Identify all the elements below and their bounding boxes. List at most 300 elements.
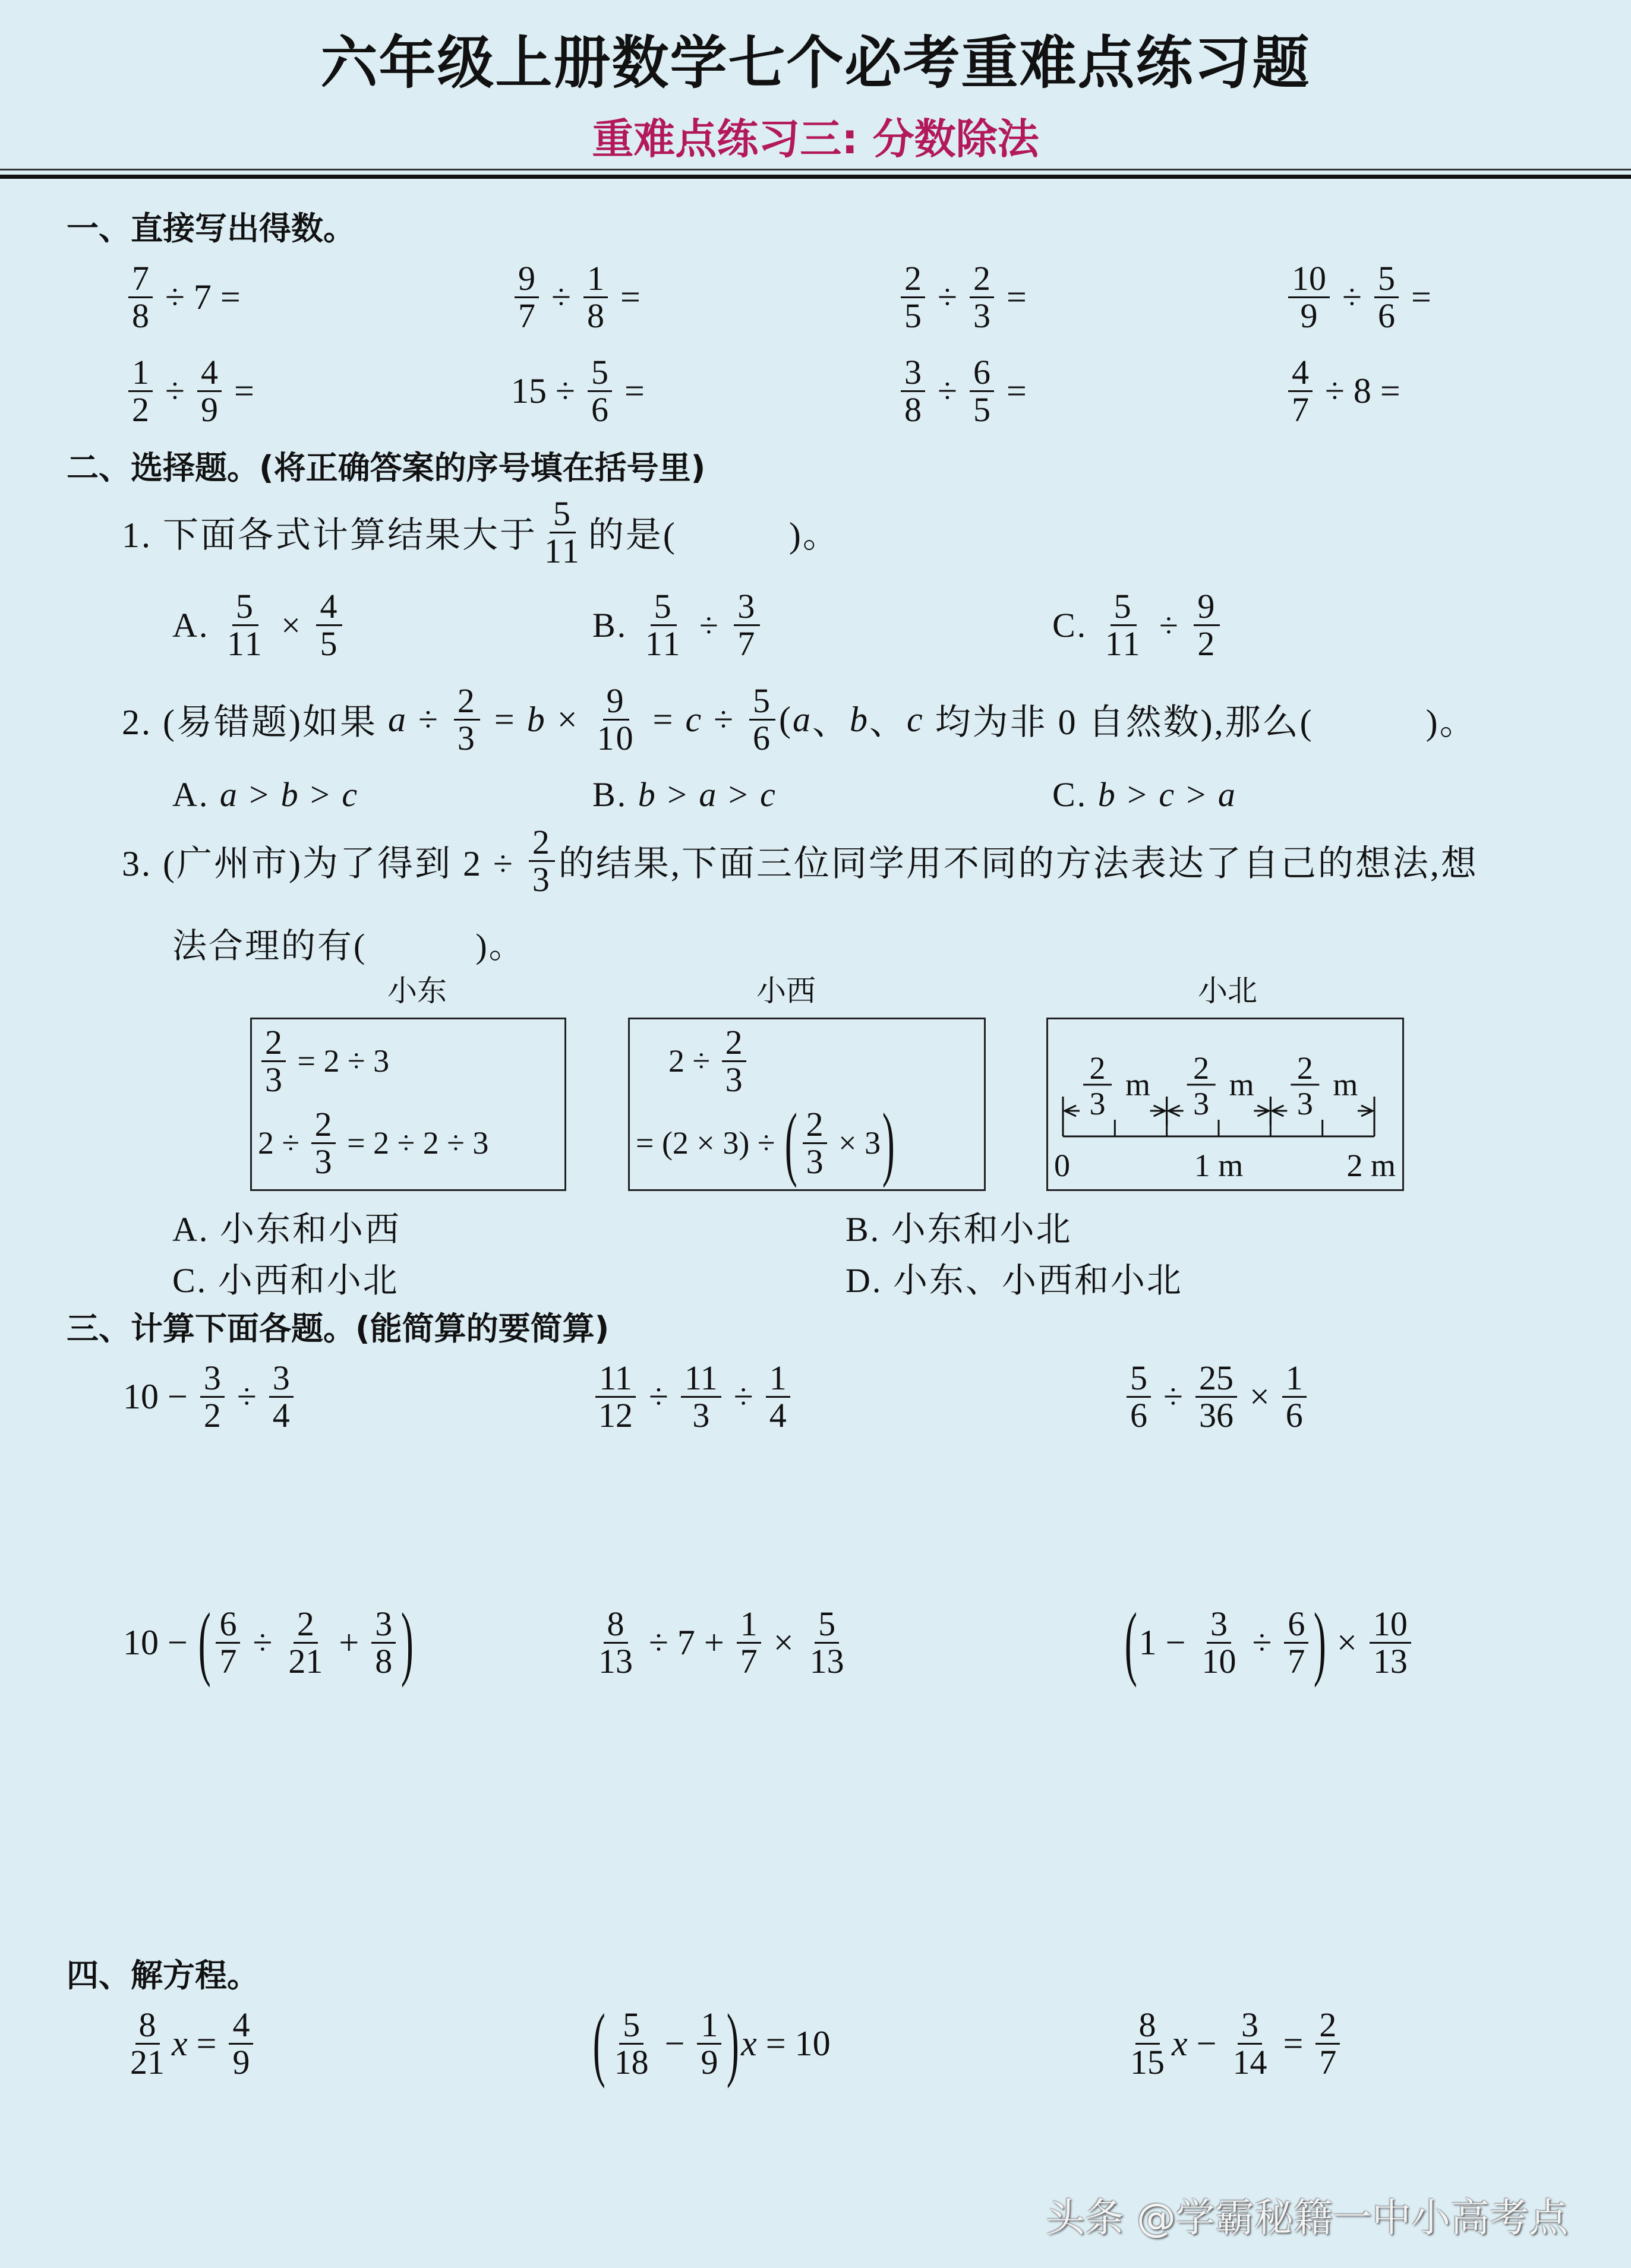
fraction [806,1604,848,1681]
q3-option-c: C. 小西和小北 [172,1261,399,1300]
problem [897,255,1027,339]
numerator: 1 [737,1606,761,1643]
right-paren: ) [401,1596,414,1688]
fraction [681,1359,721,1435]
denominator: 2 [203,1395,221,1435]
segment-numerator: 2 [1193,1050,1210,1086]
numerator: 10 [1288,261,1330,298]
numerator: 3 [1207,1606,1231,1643]
denominator: 3 [457,718,477,757]
numerator: 5 [1374,261,1399,298]
header-divider-thick [0,175,1631,179]
numerator: 11 [681,1360,721,1397]
expr-text: A. [172,605,220,645]
left-paren: ( [1124,1596,1137,1688]
problem [1285,255,1431,339]
expr-text: ÷ [724,1376,762,1416]
right-paren: ) [1314,1596,1327,1688]
expr-text: ÷ 7 = [156,277,241,317]
fraction [1288,355,1313,427]
expr-text: = 2 ÷ 2 ÷ 3 [339,1125,489,1161]
numerator: 2 [722,1025,746,1062]
fraction [541,496,585,568]
denominator: 3 [314,1142,332,1181]
denominator: 7 [219,1641,237,1681]
numerator: 2 [261,1025,286,1062]
expr-text: = [997,277,1027,317]
expr-text: ÷ [228,1376,266,1416]
denominator: 3 [806,1142,824,1181]
numerator: 6 [216,1606,240,1643]
numerator: 9 [1194,589,1220,626]
fraction [697,2007,721,2079]
segment-denominator: 3 [1193,1086,1210,1122]
numerator: 3 [1238,2007,1262,2044]
fraction [611,2007,652,2079]
numerator: 2 [901,261,925,298]
question-3-stem [122,819,1478,902]
method-line [258,1101,488,1184]
fraction [588,355,612,427]
fraction [722,1025,746,1097]
expr-text: = [1274,2023,1313,2063]
expr-text: ÷ [703,699,746,739]
segment-numerator: 2 [1089,1050,1106,1086]
denominator: 11 [1105,624,1142,663]
fraction [1198,1604,1239,1681]
variable: c [342,775,359,814]
fraction [970,261,994,333]
numerator: 2 [454,683,480,720]
xiaobei-number-line-box [1046,1018,1404,1191]
expr-text: × [270,605,313,645]
fraction [127,2007,168,2079]
numerator: 1 [1282,1360,1307,1397]
fraction [311,1107,336,1179]
denominator: 7 [1292,390,1309,429]
numerator: 1 [583,261,608,298]
numerator: 3 [901,355,925,391]
student-name-xiaobei: 小北 [1198,974,1257,1008]
xiaodong-method-box [250,1018,566,1191]
denominator: 18 [614,2042,649,2081]
problem [1123,1355,1310,1438]
denominator: 9 [701,2042,718,2081]
segment-numerator: 2 [1296,1050,1313,1086]
problem [125,255,241,339]
numerator: 5 [651,589,677,626]
expr-text: > [299,775,342,814]
denominator: 3 [532,860,551,899]
fraction [1370,1604,1411,1681]
fraction [1374,261,1399,333]
expr-text: − [1187,2023,1226,2063]
variable: c [685,699,703,739]
expr-text: = [997,371,1027,410]
denominator: 6 [753,718,772,757]
numerator: 8 [135,2007,160,2044]
denominator: 7 [737,624,757,663]
expr-text: ÷ [1154,1376,1192,1416]
variable: x [172,2023,188,2063]
denominator: 7 [518,296,535,335]
numerator: 5 [1127,1360,1151,1397]
denominator: 36 [1198,1395,1233,1435]
numerator: 2 [311,1107,336,1144]
problem [511,255,641,339]
dimension-arrow-icon [1065,1105,1165,1116]
watermark: 头条 @学霸秘籍一中小高考点 [1046,2195,1568,2241]
numerator: 1 [128,355,153,391]
fraction [1284,1604,1308,1681]
expr-text: 2 ÷ [668,1043,718,1079]
variable: b [850,699,869,739]
expr-text: ÷ [542,277,580,317]
segment-unit: m [1125,1067,1151,1103]
fraction [583,261,608,333]
denominator: 3 [973,296,990,335]
left-paren: ( [592,1997,605,2089]
problem [125,349,254,432]
fraction [749,683,775,755]
problem [123,1596,415,1688]
left-paren: ( [784,1097,797,1189]
denominator: 7 [1288,1641,1305,1681]
numerator: 1 [766,1360,790,1397]
fraction [1315,2007,1340,2079]
expr-text: ÷ [1243,1622,1281,1662]
fraction [970,355,994,427]
method-line [636,1097,897,1189]
fraction [803,1107,827,1179]
expr-text: = [615,371,645,410]
fraction [594,683,639,755]
denominator: 10 [1201,1641,1236,1681]
denominator: 11 [645,624,682,663]
numerator: 25 [1195,1360,1237,1397]
fraction [737,1604,761,1681]
denominator: 21 [130,2042,165,2081]
numerator: 8 [1135,2007,1160,2044]
axis-label: 2 m [1346,1148,1396,1183]
numerator: 6 [1284,1606,1308,1643]
numerator: 9 [603,683,629,720]
denominator: 14 [1232,2042,1267,2081]
section-3-heading: 三、计算下面各题。(能简算的要简算) [67,1310,610,1347]
expr-text: > [238,775,281,814]
expr-text: = [611,277,641,317]
fraction [200,1359,225,1435]
problem [511,349,645,432]
variable: x [1172,2023,1188,2063]
right-paren: ) [882,1097,895,1189]
denominator: 8 [375,1641,393,1681]
numerator: 4 [1288,355,1313,391]
fraction [229,2007,253,2079]
expr-text: ÷ [1333,277,1371,317]
segment-denominator: 3 [1296,1086,1313,1122]
numerator: 5 [550,496,576,533]
student-name-xiaodong: 小东 [387,974,447,1008]
numerator: 4 [197,355,222,391]
expr-text: > [1116,775,1159,814]
expr-text: 10 − [123,1376,197,1416]
numerator: 2 [1315,2007,1340,2044]
expr-text: = [642,699,686,739]
numerator: 1 [697,2007,721,2044]
section-4-heading: 四、解方程。 [67,1957,259,1994]
numerator: 11 [595,1360,636,1397]
expr-text: 10 − [123,1622,197,1662]
fraction [316,589,342,661]
expr-text: + [330,1622,368,1662]
denominator: 13 [1373,1641,1408,1681]
fraction [595,1359,636,1435]
expr-text: = 2 ÷ 3 [289,1043,390,1079]
denominator: 2 [132,390,149,429]
fraction [1195,1359,1237,1435]
header-divider-thin [0,169,1631,170]
expr-text: ÷ [156,371,194,410]
expr-text: ÷ [407,699,450,739]
variable: a [219,775,239,814]
numerator: 4 [316,589,342,626]
numerator: 4 [229,2007,253,2044]
expr-text: 3. (广州市)为了得到 2 ÷ [122,844,525,883]
numerator: 3 [371,1606,396,1643]
denominator: 2 [1197,624,1217,663]
fraction [901,261,925,333]
q1-option-b [592,583,764,666]
variable: c [760,775,777,814]
variable: b [1097,775,1117,814]
fraction [734,589,760,661]
left-paren: ( [198,1596,211,1688]
denominator: 6 [1130,1395,1147,1435]
expr-text: 的是( )。 [588,516,840,555]
fraction [1194,589,1220,661]
expr-text: × [1240,1376,1279,1416]
segment-unit: m [1229,1067,1254,1103]
denominator: 9 [1300,296,1318,335]
expr-text: 的结果,下面三位同学用不同的方法表达了自己的想法,想 [558,844,1478,883]
fraction [766,1359,790,1435]
fraction [269,1359,294,1435]
fraction [1127,1359,1151,1435]
denominator: 9 [232,2042,250,2081]
page-subtitle: 重难点练习三: 分数除法 [592,115,1039,163]
numerator: 5 [588,355,612,391]
denominator: 10 [597,718,635,757]
expr-text: A. [172,775,220,814]
expr-text: ÷ [1149,605,1191,645]
fraction [1102,589,1146,661]
expr-text: 1. 下面各式计算结果大于 [122,516,537,555]
expr-text: ÷ 7 + [640,1622,733,1662]
denominator: 9 [200,390,218,429]
expr-text: ÷ [929,277,966,317]
variable: a [1217,775,1237,814]
variable: a [387,699,408,739]
numerator: 5 [1111,589,1137,626]
method-line [668,1019,750,1103]
equation [123,2002,257,2085]
expr-text: 1 − [1138,1622,1195,1662]
expr-text: ÷ [689,605,731,645]
denominator: 7 [1319,2042,1337,2081]
numerator: 7 [128,261,153,298]
problem [591,1601,851,1684]
denominator: 5 [973,390,990,429]
denominator: 8 [586,296,604,335]
denominator: 6 [1285,1395,1303,1435]
fraction [529,823,555,899]
numerator: 10 [1370,1606,1411,1643]
denominator: 6 [1377,296,1395,335]
expr-text: × 3 [830,1125,881,1161]
expr-text: × [764,1622,803,1662]
expr-text: ÷ [244,1622,282,1662]
fraction [595,1604,636,1681]
numerator: 2 [529,825,555,861]
fraction [1127,2007,1168,2079]
variable: x [741,2023,757,2063]
expr-text: 均为非 0 自然数),那么( )。 [924,703,1477,742]
denominator: 5 [904,296,922,335]
expr-text: 、 [812,703,850,742]
variable: b [526,699,547,739]
numerator: 5 [815,1606,839,1643]
numerator: 3 [734,589,760,626]
fraction [128,261,153,333]
denominator: 21 [288,1641,323,1681]
q3-option-a: A. 小东和小西 [172,1210,401,1249]
axis-label: 0 [1054,1148,1070,1183]
numerator: 3 [269,1360,294,1397]
expr-text: − [655,2023,694,2063]
section-1-heading: 一、直接写出得数。 [67,210,355,247]
denominator: 8 [132,296,149,335]
denominator: 3 [725,1060,743,1099]
expr-text: C. [1052,605,1098,645]
fraction [216,1604,240,1681]
dimension-arrow-icon [1272,1105,1373,1116]
fraction [128,355,153,427]
fraction [515,261,539,333]
denominator: 15 [1130,2042,1165,2081]
fraction [642,589,686,661]
q3-option-d: D. 小东、小西和小北 [846,1261,1183,1300]
fraction [285,1604,326,1681]
question-1-stem [122,491,840,574]
denominator: 8 [904,390,922,429]
numerator: 2 [970,261,994,298]
variable: a [699,775,718,814]
expr-text: 2. (易错题)如果 [122,703,388,742]
denominator: 5 [320,624,339,663]
q3-option-b: B. 小东和小北 [846,1210,1072,1249]
xiaoxi-method-box [628,1018,986,1191]
fraction [1288,261,1330,333]
expr-text: ÷ [640,1376,677,1416]
denominator: 13 [598,1641,633,1681]
numerator: 6 [970,355,994,391]
q1-option-c [1052,583,1223,666]
q1-option-a [172,583,346,666]
denominator: 7 [740,1641,758,1681]
denominator: 3 [265,1060,282,1099]
dimension-arrow-icon [1169,1105,1269,1116]
expr-text: B. [592,775,638,814]
variable: b [638,775,657,814]
fraction [223,589,267,661]
expr-text: × [1328,1622,1366,1662]
fraction [1229,2007,1270,2079]
expr-text: = [1402,277,1431,317]
variable: b [280,775,300,814]
problem [897,349,1027,432]
numerator: 5 [232,589,258,626]
problem [591,1355,794,1438]
denominator: 12 [598,1395,633,1435]
denominator: 6 [591,390,608,429]
expr-text: C. [1052,775,1098,814]
denominator: 3 [692,1395,710,1435]
equation [591,1997,831,2089]
numerator: 5 [619,2007,643,2044]
segment-unit: m [1333,1067,1358,1103]
expr-text: × [546,699,590,739]
expr-text: ÷ 8 = [1316,371,1400,410]
numerator: 2 [294,1606,318,1643]
problem [123,1355,297,1438]
fraction [454,683,480,755]
numerator: 3 [200,1360,225,1397]
problem [1123,1596,1415,1688]
expr-text: 15 ÷ [511,371,584,410]
expr-text: > [1176,775,1218,814]
axis-label: 1 m [1194,1148,1244,1183]
denominator: 11 [544,531,581,570]
numerator: 5 [749,683,775,720]
expr-text: = [225,371,254,410]
question-2-stem [122,678,1477,761]
expr-text: = 10 [756,2023,831,2063]
expr-text: = [483,699,527,739]
segment-denominator: 3 [1089,1086,1106,1122]
problem [1285,349,1400,432]
equation [1123,2002,1343,2085]
student-name-xiaoxi: 小西 [756,974,816,1008]
expr-text: = [187,2023,226,2063]
numerator: 9 [515,261,539,298]
number-line-diagram [1048,1019,1402,1189]
variable: c [907,699,925,739]
expr-text: > [718,775,761,814]
expr-text: 、 [869,703,907,742]
expr-text: B. [592,605,638,645]
denominator: 11 [226,624,264,663]
expr-text: > [657,775,699,814]
variable: a [793,699,812,739]
expr-text: ÷ [929,371,966,410]
expr-text: ( [779,699,793,739]
fraction [371,1604,396,1681]
numerator: 8 [604,1606,628,1643]
denominator: 13 [809,1641,844,1681]
expr-text: 2 ÷ [258,1125,308,1161]
denominator: 4 [272,1395,290,1435]
